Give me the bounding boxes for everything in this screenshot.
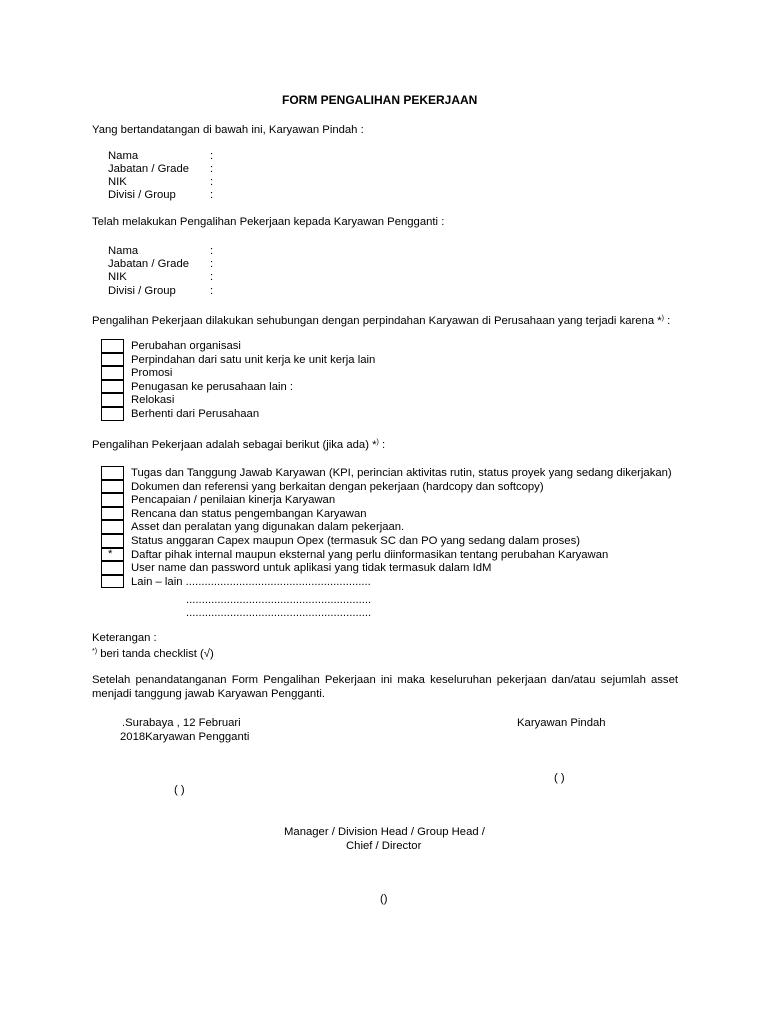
checkbox[interactable]	[101, 480, 124, 494]
asterisk-note: )	[661, 315, 665, 322]
note-asterisk: *)	[92, 648, 98, 655]
closing-paragraph	[92, 673, 678, 701]
reason-intro-text: Pengalihan Pekerjaan dilakukan sehubungan dengan perpindahan Karyawan di Perusahaan yang terjadi karena *	[92, 315, 662, 327]
checkbox[interactable]	[101, 507, 124, 521]
page-title: FORM PENGALIHAN PEKERJAAN	[282, 93, 478, 107]
field-colon: :	[210, 150, 214, 162]
field-label-nama: Nama	[108, 150, 139, 162]
reason-label: Perpindahan dari satu unit kerja ke unit kerja lain	[131, 353, 376, 366]
checkbox[interactable]	[101, 380, 124, 394]
transfer-text: Telah melakukan Pengalihan Pekerjaan kepada Karyawan Pengganti :	[92, 216, 445, 228]
checkbox[interactable]	[101, 534, 124, 548]
reason-label: Relokasi	[131, 394, 175, 407]
field-colon: :	[210, 163, 214, 175]
checkbox[interactable]	[101, 466, 124, 480]
field-label-jabatan: Jabatan / Grade	[108, 163, 190, 175]
year-karyawan-pengganti: 2018Karyawan Pengganti	[120, 731, 250, 743]
checkbox[interactable]	[101, 393, 124, 407]
place-date: .Surabaya , 12 Februari	[122, 717, 241, 729]
field-label-nik: NIK	[108, 271, 127, 283]
checkbox[interactable]	[101, 493, 124, 507]
keterangan-label: Keterangan :	[92, 632, 157, 644]
items-intro	[92, 436, 385, 452]
item-label: Asset dan peralatan yang digunakan dalam pekerjaan.	[131, 521, 405, 534]
checkbox[interactable]	[101, 366, 124, 380]
item-label: Daftar pihak internal maupun eksternal yang perlu diinformasikan tentang perubahan Karyawan	[131, 548, 609, 561]
manager-title-line2: Chief / Director	[346, 840, 422, 852]
item-label: Tugas dan Tanggung Jawab Karyawan (KPI, perincian aktivitas rutin, status proyek yang sedang dikerjakan)	[131, 467, 672, 479]
item-label: Dokumen dan referensi yang berkaitan dengan pekerjaan (hardcopy dan softcopy)	[131, 480, 544, 493]
checklist-note	[92, 645, 214, 661]
checkbox-mark: *	[108, 547, 113, 560]
note-text: beri tanda checklist (√)	[97, 648, 214, 660]
dotted-line: ...........................................................	[186, 607, 372, 619]
field-label-nama: Nama	[108, 245, 139, 257]
signature-parentheses: ( )	[554, 772, 565, 784]
field-colon: :	[210, 285, 214, 297]
field-colon: :	[210, 189, 214, 201]
karyawan-pindah-label: Karyawan Pindah	[517, 717, 606, 729]
field-colon: :	[210, 271, 214, 283]
reason-intro-end: :	[664, 315, 671, 327]
field-label-divisi: Divisi / Group	[108, 285, 176, 297]
checkbox[interactable]	[101, 339, 124, 353]
signature-parentheses: ( )	[174, 784, 185, 796]
reason-intro	[92, 312, 670, 328]
field-colon: :	[210, 176, 214, 188]
reason-label: Berhenti dari Perusahaan	[131, 408, 260, 420]
field-label-jabatan: Jabatan / Grade	[108, 258, 190, 270]
field-colon: :	[210, 245, 214, 257]
checkbox[interactable]	[101, 407, 124, 421]
reason-label: Promosi	[131, 367, 173, 380]
items-intro-end: :	[378, 439, 386, 451]
asterisk-note: )	[376, 439, 379, 446]
field-label-divisi: Divisi / Group	[108, 189, 176, 201]
item-label: Status anggaran Capex maupun Opex (termasuk SC dan PO yang sedang dalam proses)	[131, 535, 580, 547]
checkbox[interactable]	[101, 353, 124, 367]
checkbox[interactable]	[101, 520, 124, 534]
reason-label: Perubahan organisasi	[131, 340, 241, 352]
item-label: Lain – lain ...........................................................	[131, 575, 371, 588]
checkbox[interactable]	[101, 548, 124, 562]
item-label: Pencapaian / penilaian kinerja Karyawan	[131, 494, 336, 507]
dotted-line: ...........................................................	[186, 594, 372, 606]
item-label: Rencana dan status pengembangan Karyawan	[131, 507, 367, 520]
reason-label: Penugasan ke perusahaan lain :	[131, 380, 294, 393]
field-label-nik: NIK	[108, 176, 127, 188]
checkbox[interactable]	[101, 561, 124, 575]
closing-paragraph-text: Setelah penandatanganan Form Pengalihan Pekerjaan ini maka keseluruhan pekerjaan dan/atau sejumlah asset menjadi tanggung jawab Karyawan Pengganti.	[92, 674, 678, 700]
signature-parentheses: ()	[380, 893, 388, 905]
intro-text: Yang bertandatangan di bawah ini, Karyawan Pindah :	[92, 124, 364, 136]
checkbox[interactable]	[101, 575, 124, 589]
item-label: User name dan password untuk aplikasi yang tidak termasuk dalam IdM	[131, 562, 492, 575]
manager-title-line1: Manager / Division Head / Group Head /	[284, 826, 485, 838]
items-intro-text: Pengalihan Pekerjaan adalah sebagai berikut (jika ada) *	[92, 439, 377, 451]
field-colon: :	[210, 258, 214, 270]
